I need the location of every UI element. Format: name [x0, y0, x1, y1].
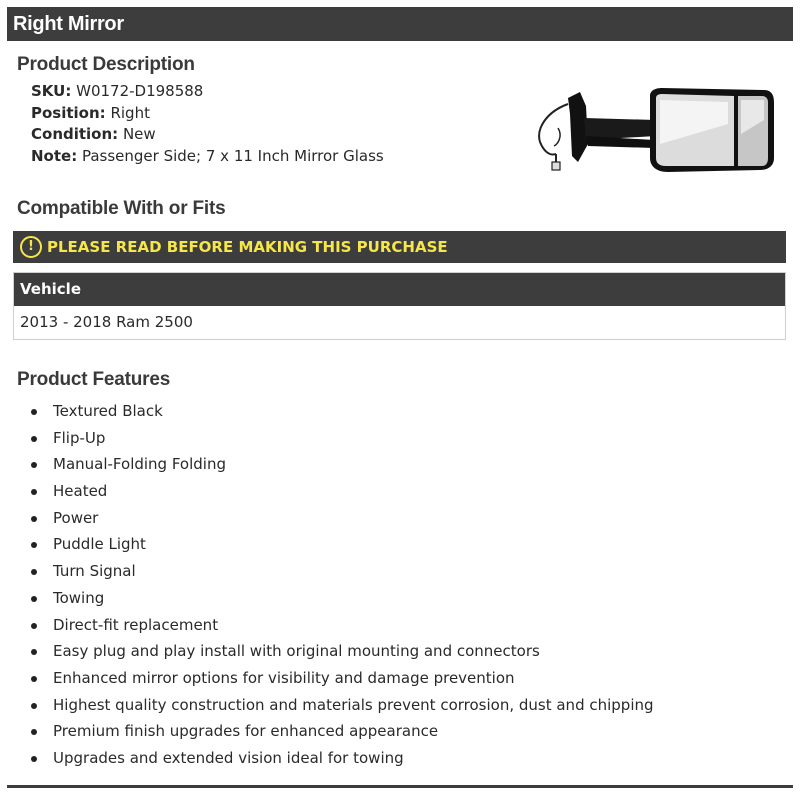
page-title: Right Mirror: [7, 7, 793, 41]
feature-item: Flip-Up: [31, 425, 654, 452]
warning-text: PLEASE READ BEFORE MAKING THIS PURCHASE: [47, 238, 448, 256]
vehicle-table: [13, 272, 786, 340]
vehicle-row: 2013 - 2018 Ram 2500: [14, 306, 785, 339]
sku-row: [31, 81, 203, 101]
feature-item: Towing: [31, 585, 654, 612]
condition-row: [31, 124, 156, 144]
feature-item: Premium finish upgrades for enhanced appearance: [31, 718, 654, 745]
feature-item: Upgrades and extended vision ideal for towing: [31, 745, 654, 772]
note-row: [31, 146, 384, 166]
exclamation-circle-icon: !: [20, 236, 42, 258]
compatible-heading: Compatible With or Fits: [17, 198, 226, 219]
bottom-divider: [7, 785, 793, 788]
feature-item: Easy plug and play install with original mounting and connectors: [31, 638, 654, 665]
position-value: Right: [110, 104, 150, 122]
position-label: Position:: [31, 104, 106, 122]
feature-item: Direct-fit replacement: [31, 612, 654, 639]
features-list: [31, 398, 654, 772]
feature-item: Puddle Light: [31, 531, 654, 558]
position-row: [31, 103, 150, 123]
mirror-product-image: [528, 84, 776, 184]
feature-item: Turn Signal: [31, 558, 654, 585]
purchase-warning-banner: [13, 231, 786, 263]
sku-label: SKU:: [31, 82, 72, 100]
feature-item: Heated: [31, 478, 654, 505]
feature-item: Highest quality construction and materials prevent corrosion, dust and chipping: [31, 692, 654, 719]
feature-item: Textured Black: [31, 398, 654, 425]
condition-value: New: [122, 125, 156, 143]
sku-value: W0172-D198588: [76, 82, 204, 100]
product-features-heading: Product Features: [17, 369, 171, 390]
feature-item: Enhanced mirror options for visibility and damage prevention: [31, 665, 654, 692]
note-value: Passenger Side; 7 x 11 Inch Mirror Glass: [81, 147, 384, 165]
feature-item: Power: [31, 505, 654, 532]
note-label: Note:: [31, 147, 78, 165]
product-description-heading: Product Description: [17, 54, 195, 75]
condition-label: Condition:: [31, 125, 119, 143]
feature-item: Manual-Folding Folding: [31, 451, 654, 478]
vehicle-table-header: Vehicle: [14, 273, 785, 306]
